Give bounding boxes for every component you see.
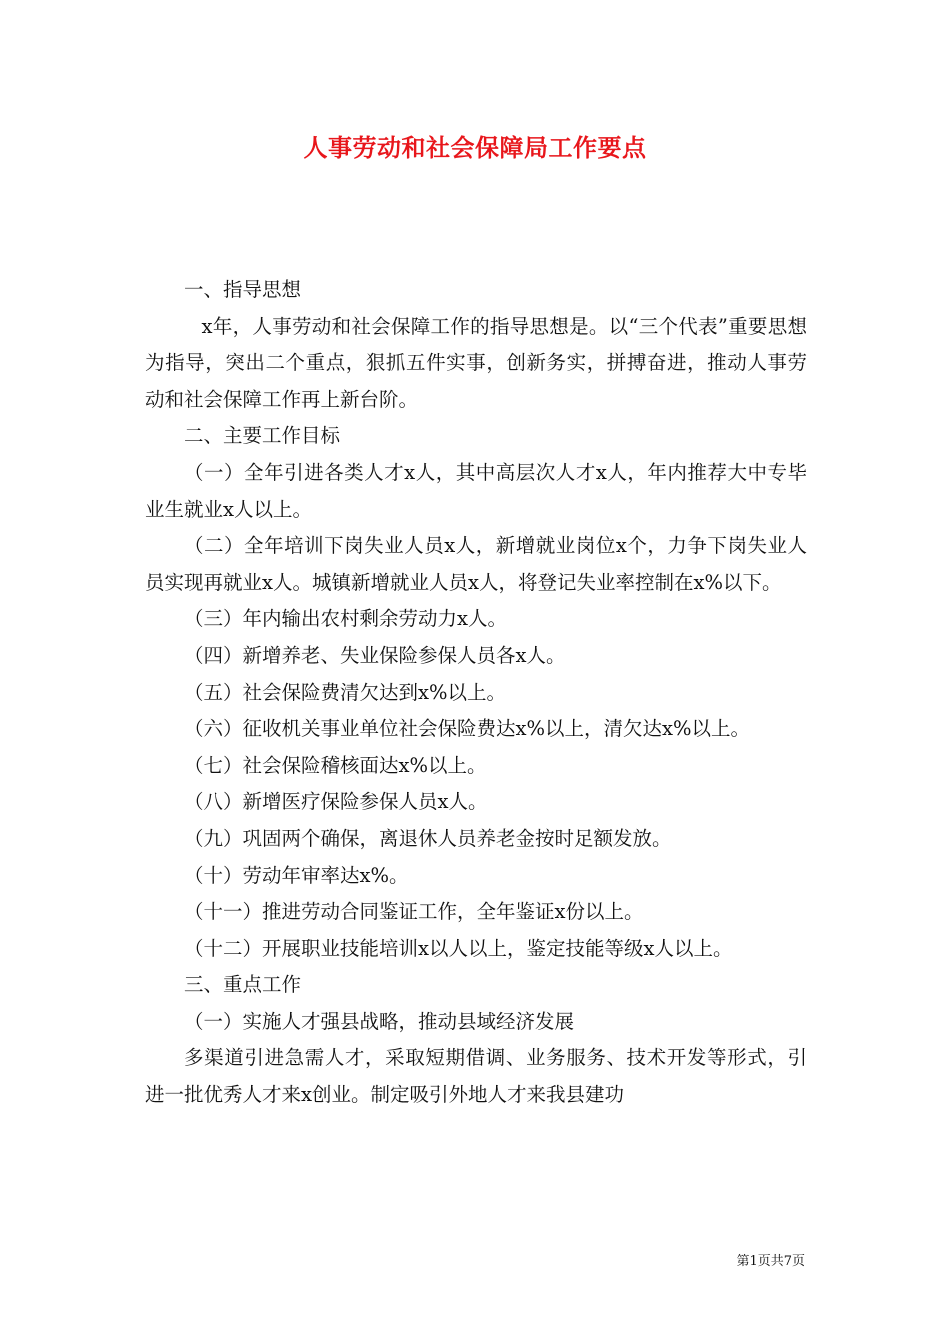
paragraph-talent-introduction: 多渠道引进急需人才，采取短期借调、业务服务、技术开发等形式，引进一批优秀人才来x创业。制定吸引外地人才来我县建功: [145, 1046, 807, 1107]
key-work-subheading-1: （一）实施人才强县战略，推动县域经济发展: [184, 1009, 575, 1033]
goal-item-2: （二）全年培训下岗失业人员x人，新增就业岗位x个，力争下岗失业人员实现再就业x人。城镇新增就业人员x人，将登记失业率控制在x%以下。: [145, 534, 807, 594]
section-heading-1: 一、指导思想: [184, 278, 302, 301]
page-number: 第1页共7页: [736, 1254, 805, 1269]
goal-item-10: （十）劳动年审率达x%。: [184, 863, 409, 887]
section-heading-2: 二、主要工作目标: [184, 424, 341, 448]
goal-item-12: （十二）开展职业技能培训x以人以上，鉴定技能等级x人以上。: [184, 936, 733, 960]
goal-item-11: （十一）推进劳动合同鉴证工作，全年鉴证x份以上。: [184, 900, 644, 924]
goal-item-1: （一）全年引进各类人才x人，其中高层次人才x人，年内推荐大中专毕业生就业x人以上。: [145, 460, 807, 521]
document-body: [145, 272, 807, 1114]
section-heading-3: 三、重点工作: [184, 973, 302, 997]
goal-item-9: （九）巩固两个确保，离退休人员养老金按时足额发放。: [184, 826, 672, 850]
goal-item-6: （六）征收机关事业单位社会保险费达x%以上，清欠达x%以上。: [184, 717, 751, 741]
goal-item-4: （四）新增养老、失业保险参保人员各x人。: [184, 643, 566, 667]
goal-item-3: （三）年内输出农村剩余劳动力x人。: [184, 607, 507, 631]
paragraph-guiding-thought: x年，人事劳动和社会保障工作的指导思想是。以“三个代表”重要思想为指导，突出二个重点，狠抓五件实事，创新务实，拼搏奋进，推动人事劳动和社会保障工作再上新台阶。: [145, 314, 807, 411]
goal-item-7: （七）社会保险稽核面达x%以上。: [184, 753, 487, 777]
goal-item-5: （五）社会保险费清欠达到x%以上。: [184, 680, 507, 704]
document-title: 人事劳动和社会保障局工作要点: [303, 133, 647, 162]
goal-item-8: （八）新增医疗保险参保人员x人。: [184, 790, 488, 814]
